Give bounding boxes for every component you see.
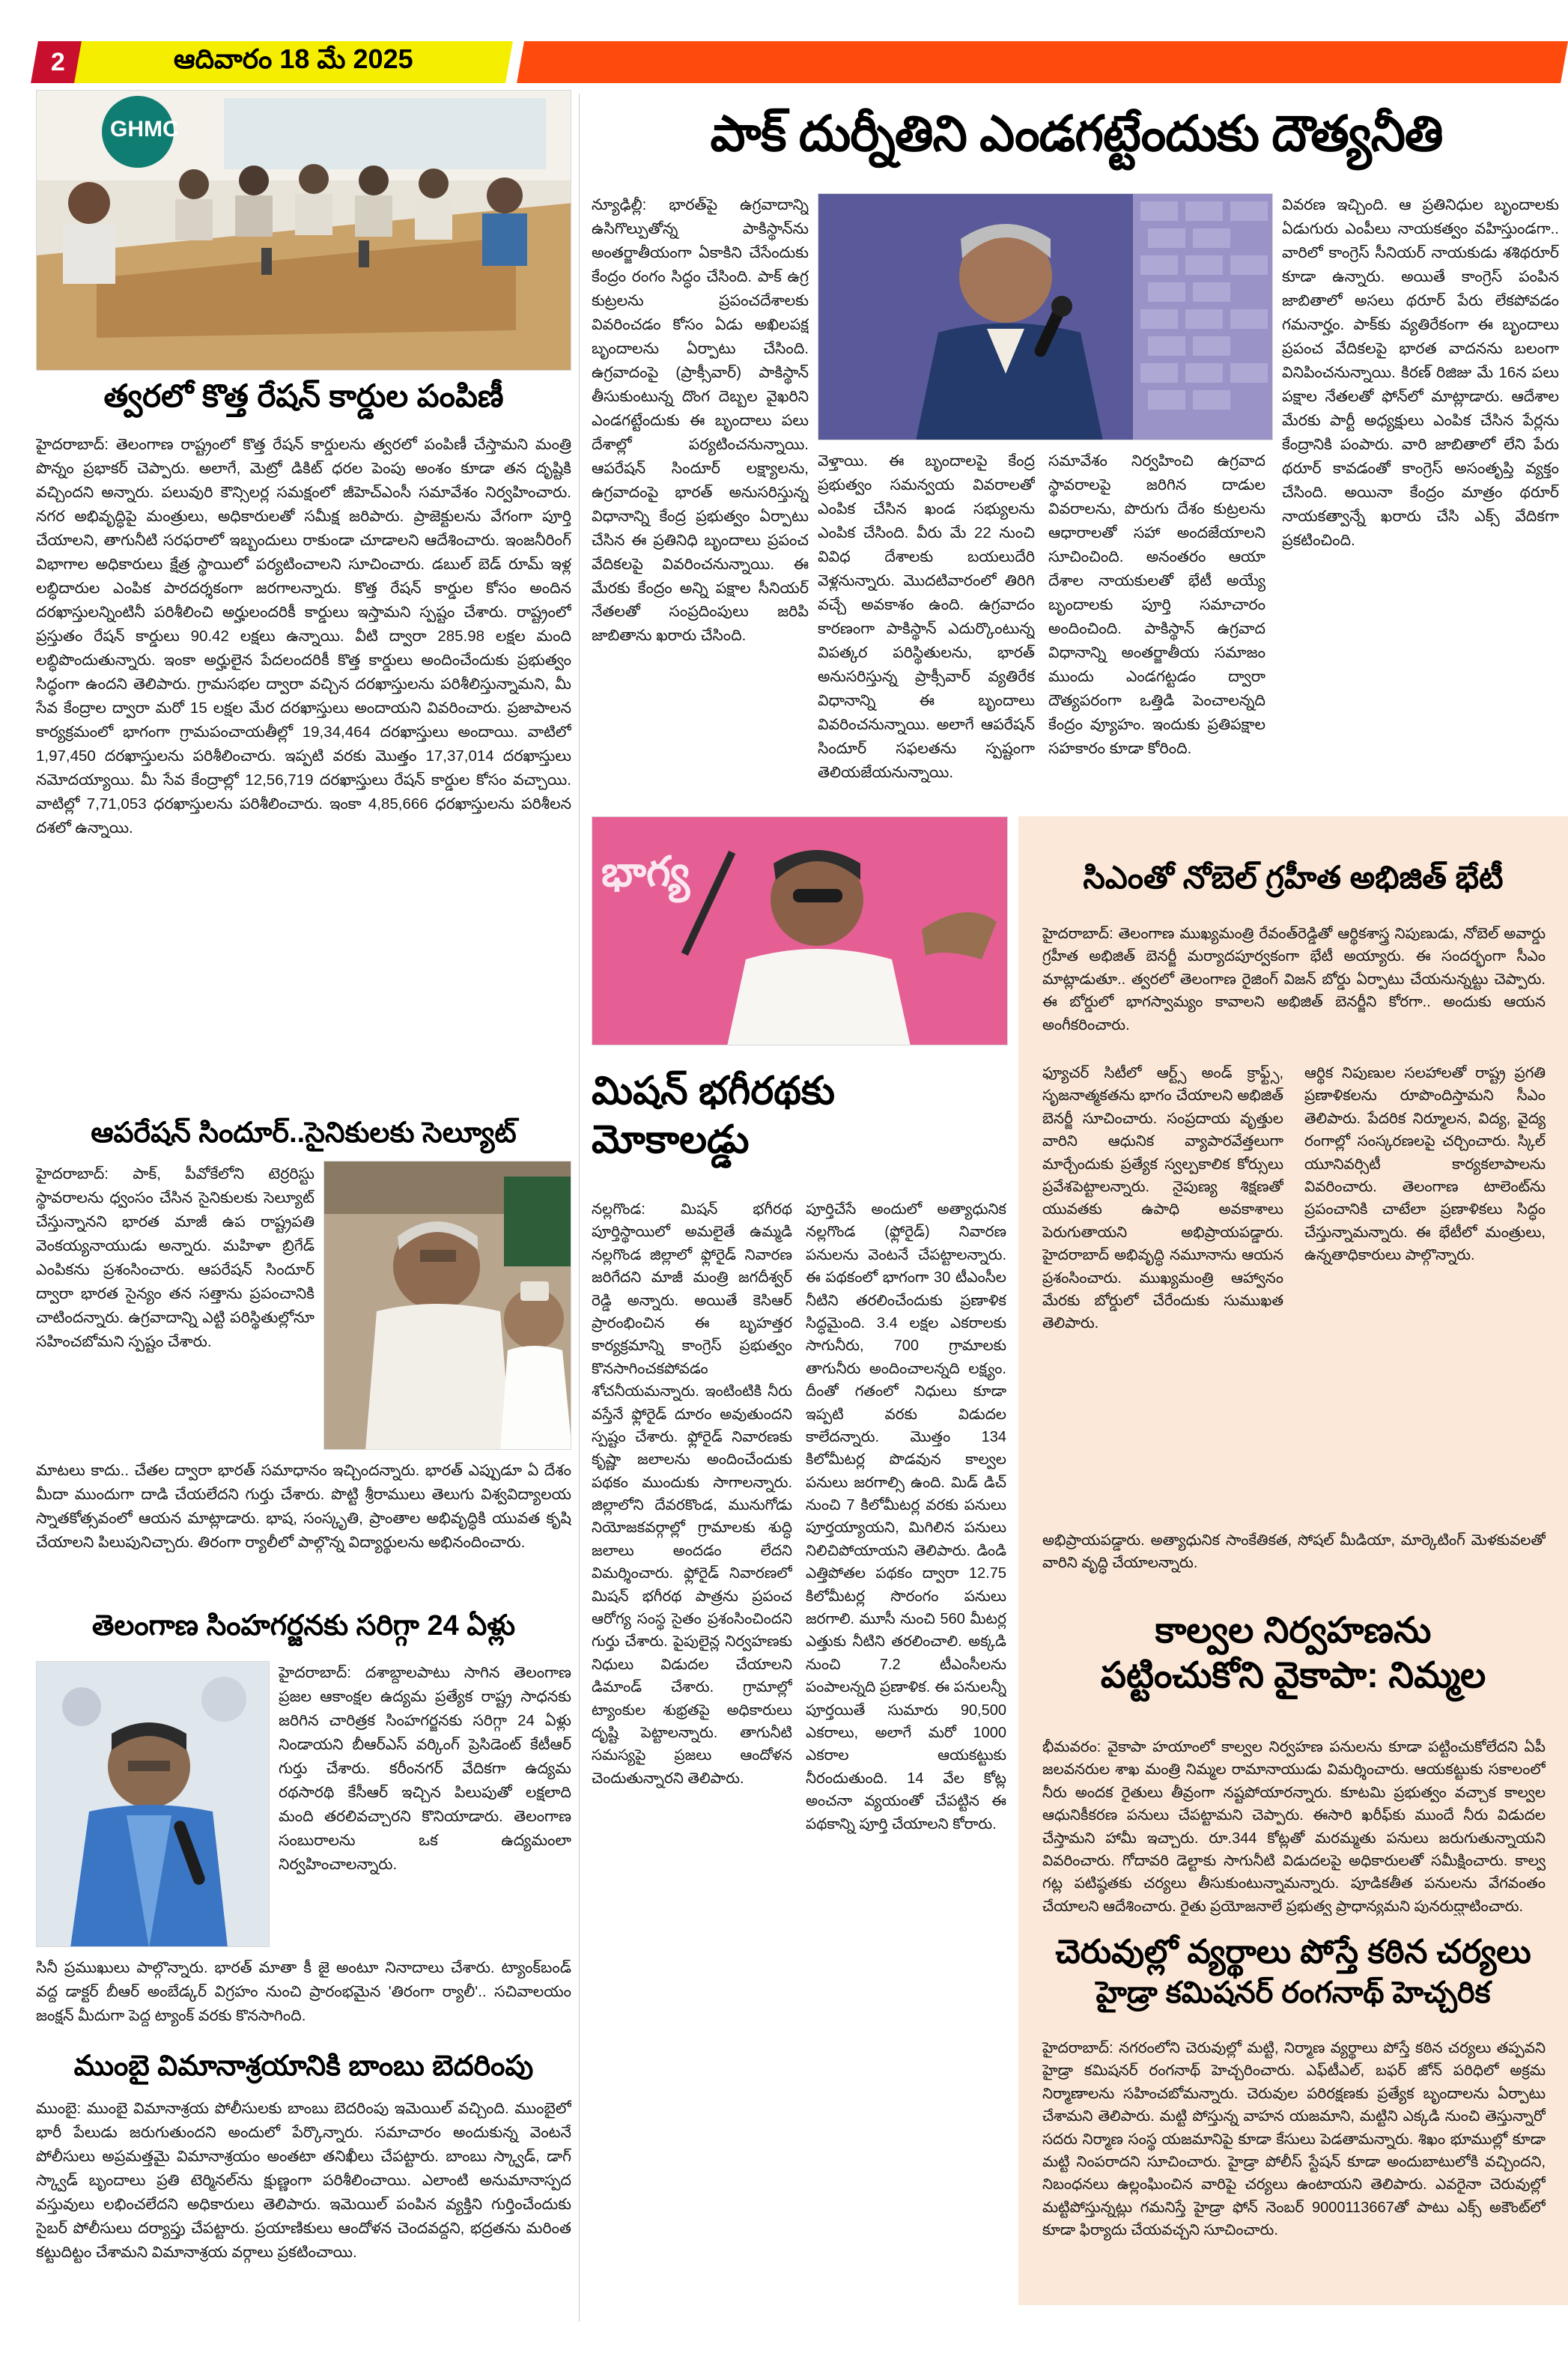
lead-headline: పాక్ దుర్నీతిని ఎండగట్టేందుకు దౌత్యనీతి bbox=[710, 106, 1443, 161]
photo-backdrop-text: భాగ్య bbox=[601, 848, 690, 895]
kalvala-body: భీమవరం: వైకాపా హయాంలో కాల్వల నిర్వహణ పనులను కూడా పట్టించుకోలేదని ఏపీ జలవనరుల శాఖ మంత్రి నిమ్మల రామానాయుడు విమర్శించారు. ఆయకట్టుకు సకాలంలో నీరు అందక రైతులు తీవ్రంగా నష్టపోయారన్నారు. కూటమి ప్రభుత్వం వచ్చాక కాల్వల ఆధునికీకరణ పనులు చేపట్టామని చెప్పారు. ఈసారి ఖరీఫ్‌కు ముందే నీరు విడుదల చేస్తామని హామీ ఇచ్చారు. రూ.344 కోట్లతో మరమ్మతు పనులు జరుగుతున్నాయని వివరించారు. గోదావరి డెల్టాకు సాగునీటి విడుదలపై అధికారులతో సమీక్షించారు. కాల్వ గట్ల పటిష్ఠతకు చర్యలు తీసుకుంటున్నామన్నారు. పూడికతీత పనులను వేగవంతం చేయాలని ఆదేశించారు. రైతు ప్రయోజనాలే ప్రభుత్వ ప్రాధాన్యమని పునరుద్ఘాటించారు. bbox=[1042, 1739, 1546, 1915]
lead-col4: వివరణ ఇచ్చింది. ఆ ప్రతినిధుల బృందాలకు ఏడుగురు ఎంపీలు నాయకత్వం వహిస్తుండగా.. వారిలో కాంగ్రెస్ సీనియర్ నాయకుడు శశిథరూర్ కూడా ఉన్నారు. అయితే కాంగ్రెస్ పంపిన జాబితాలో అసలు థరూర్ పేరు లేకపోవడం గమనార్హం. పాక్‌కు వ్యతిరేకంగా ఈ బృందాలు ప్రపంచ వేదికలపై భారత వాదనను బలంగా వినిపించనున్నాయి. కిరణ్ రిజిజు మే 16న పలు పక్షాల నేతలతో ఫోన్‌లో మాట్లాడారు. ఆదేశాల మేరకు పార్టీ అధ్యక్షులు ఎంపిక చేసిన పేర్లను కేంద్రానికి పంపారు. వారి జాబితాలో లేని పేరు థరూర్ కావడంతో కాంగ్రెస్ అసంతృప్తి వ్యక్తం చేసింది. అయినా కేంద్రం మాత్రం థరూర్ నాయకత్వాన్నే ఖరారు చేసి ఎక్స్ వేదికగా ప్రకటించింది. bbox=[1282, 196, 1559, 549]
abhijit-headline: సిఎంతో నోబెల్ గ్రహీత అభిజిత్ భేటీ bbox=[1083, 860, 1504, 895]
lead-col3: సమావేశం నిర్వహించి ఉగ్రవాద స్థావరాలపై జరిగిన దాడుల వివరాలను, పొరుగు దేశం కుట్రలను ఆధారాలతో సహా అందజేయాలని సూచించింది. అనంతరం ఆయా దేశాల నాయకులతో భేటీ అయ్యే బృందాలకు పూర్తి సమాచారం అందించింది. పాకిస్థాన్ ఉగ్రవాద విధానాన్ని అంతర్జాతీయ సమాజం ముందు ఎండగట్టడం ద్వారా దౌత్యపరంగా ఒత్తిడి పెంచాలన్నది కేంద్రం వ్యూహం. ఇందుకు ప్రతిపక్షాల సహకారం కూడా కోరింది. bbox=[1048, 452, 1265, 757]
mumbai-headline: ముంబై విమానాశ్రయానికి బాంబు బెదరింపు bbox=[73, 2050, 534, 2082]
bhagiratha-headline bbox=[592, 1067, 966, 1165]
ghmc-logo-text: GHMC bbox=[110, 117, 179, 142]
page-number: 2 bbox=[50, 47, 65, 76]
abhijit-col-left: ఫ్యూచర్ సిటీలో ఆర్ట్స్ అండ్ క్రాఫ్ట్స్, సృజనాత్మకతను భాగం చేయాలని అభిజిత్ బెనర్జీ సూచించారు. సంప్రదాయ వృత్తుల వారిని ఆధునిక వ్యాపారవేత్తలుగా మార్చేందుకు ప్రత్యేక స్వల్పకాలిక కోర్సులు ప్రవేశపెట్టాలన్నారు. నైపుణ్య శిక్షణతో యువతకు ఉపాధి అవకాశాలు పెరుగుతాయని అభిప్రాయపడ్డారు. హైదరాబాద్ అభివృద్ధి నమూనాను ఆయన ప్రశంసించారు. ముఖ్యమంత్రి ఆహ్వానం మేరకు బోర్డులో చేరేందుకు సుముఖత తెలిపారు. bbox=[1042, 1065, 1283, 1332]
ration-body: హైదరాబాద్: తెలంగాణ రాష్ట్రంలో కొత్త రేషన్ కార్డులను త్వరలో పంపిణీ చేస్తామని మంత్రి పొన్నం ప్రభాకర్ చెప్పారు. అలాగే, మెట్రో డికిట్ ధరల పెంపు అంశం కూడా తన దృష్టికి వచ్చిందని అన్నారు. పలువురి కౌన్సిలర్ల సమక్షంలో జీహెచ్ఎంసీ సమావేశం నిర్వహించారు. నగర అభివృద్ధిపై మంత్రులు, అధికారులతో సమీక్ష జరిపారు. ప్రాజెక్టులను వేగంగా పూర్తి చేయాలని, తాగునీటి సరఫరాలో ఇబ్బందులు రాకుండా చూడాలని ఆదేశించారు. ఇంజనీరింగ్ విభాగాల అధికారులు క్షేత్ర స్థాయిలో పర్యటించాలని సూచించారు. డబుల్ బెడ్ రూమ్ ఇళ్ల లబ్ధిదారుల ఎంపిక పారదర్శకంగా జరగాలన్నారు. కొత్త రేషన్ కార్డుల కోసం అందిన దరఖాస్తులన్నింటినీ పరిశీలించి అర్హులందరికీ కార్డులు ఇస్తామని స్పష్టం చేశారు. రాష్ట్రంలో ప్రస్తుతం రేషన్ కార్డులు 90.42 లక్షలు ఉన్నాయి. వీటి ద్వారా 285.98 లక్షల మంది లబ్ధిపొందుతున్నారు. ఇంకా అర్హులైన పేదలందరికీ కొత్త కార్డులు అందించేందుకు ప్రభుత్వం సిద్ధంగా ఉందని తెలిపారు. గ్రామసభల ద్వారా వచ్చిన దరఖాస్తులను పరిశీలిస్తున్నామని, మీ సేవ కేంద్రాల ద్వారా మరో 15 లక్షల మేర దరఖాస్తులు అందాయని వివరించారు. ప్రజాపాలన కార్యక్రమంలో భాగంగా గ్రామపంచాయతీల్లో 19,34,464 దరఖాస్తులు అందాయి. వాటిలో 1,97,450 దరఖాస్తులను పరిశీలించారు. ఇప్పటి వరకు మొత్తం 17,37,014 దరఖాస్తులు నమోదయ్యాయి. మీ సేవ కేంద్రాల్లో 12,56,719 దరఖాస్తులు రేషన్ కార్డుల కోసం వచ్చాయి. వాటిల్లో 7,71,053 ధరఖాస్తులను పరిశీలించారు. ఇంకా 4,85,666 ధరఖాస్తులను పరిశీలన దశలో ఉన్నాయి. bbox=[36, 436, 571, 837]
kalvala-headline-line1: కాల్వల నిర్వహణను bbox=[1155, 1611, 1432, 1651]
column-divider bbox=[579, 94, 580, 2322]
venkaiah-naidu-photo bbox=[323, 1161, 571, 1450]
ktr-body-cont: సినీ ప్రముఖులు పాల్గొన్నారు. భారత్ మాతా కీ జై అంటూ నినాదాలు చేశారు. ట్యాంక్‌బండ్ వద్ద డాక్టర్ బీఆర్ అంబేడ్కర్ విగ్రహం నుంచి ప్రారంభమైన 'తిరంగా ర్యాలీ'.. సచివాలయం జంక్షన్ మీదుగా పెద్ద ట్యాంక్ వరకు కొనసాగింది. bbox=[36, 1959, 571, 2024]
cheruvu-body: హైదరాబాద్: నగరంలోని చెరువుల్లో మట్టి, నిర్మాణ వ్యర్థాలు పోస్తే కఠిన చర్యలు తప్పవని హైడ్రా కమిషనర్ రంగనాథ్ హెచ్చరించారు. ఎఫ్‌టీఎల్, బఫర్ జోన్ పరిధిలో అక్రమ నిర్మాణాలను సహించబోమన్నారు. చెరువుల పరిరక్షణకు ప్రత్యేక బృందాలను ఏర్పాటు చేశామని తెలిపారు. మట్టి పోస్తున్న వాహన యజమాని, మట్టిని ఎక్కడి నుంచి తెస్తున్నారో సదరు నిర్మాణ సంస్థ యజమానిపై కూడా కేసులు పెడతామన్నారు. శిఖం భూముల్లో కూడా మట్టి నింపరాదని సూచించారు. హైడ్రా పోలీస్ స్టేషన్ కూడా అందుబాటులోకి వచ్చిందని, నిబంధనలు ఉల్లంఘించిన వారిపై చర్యలు ఉంటాయని తెలిపారు. ఎవరైనా చెరువుల్లో మట్టిపోస్తున్నట్లు గమనిస్తే హైడ్రా ఫోన్ నెంబర్ 9000113667తో పాటు ఎక్స్ అకౌంట్‌లో కూడా ఫిర్యాదు చేయవచ్చని సూచించారు. bbox=[1042, 2040, 1546, 2239]
ktr-headline: తెలంగాణ సింహగర్జనకు సరిగ్గా 24 ఏళ్లు bbox=[91, 1610, 516, 1642]
shashi-tharoor-illustration bbox=[818, 194, 1273, 440]
sindoor-body-cont: మాటలు కాదు.. చేతల ద్వారా భారత్ సమాధానం ఇచ్చిందన్నారు. భారత్ ఎప్పుడూ ఏ దేశం మీదా ముందుగా దాడి చేయలేదని గుర్తు చేశారు. పొట్టి శ్రీరాములు తెలుగు విశ్వవిద్యాలయ స్నాతకోత్సవంలో ఆయన మాట్లాడారు. భాష, సంస్కృతి, ప్రాంతాల అభివృద్ధికి యువత కృషి చేయాలని పిలుపునిచ్చారు. తిరంగా ర్యాలీలో పాల్గొన్న విద్యార్థులను అభినందించారు. bbox=[36, 1462, 571, 1551]
lead-col1: న్యూఢిల్లీ: భారత్‌పై ఉగ్రవాదాన్ని ఉసిగొల్పుతోన్న పాకిస్థాన్‌ను అంతర్జాతీయంగా ఏకాకిని చేసేందుకు కేంద్రం రంగం సిద్ధం చేసింది. పాక్ ఉగ్ర కుట్రలను ప్రపంచదేశాలకు వివరించడం కోసం ఏడు అఖిలపక్ష బృందాలను ఏర్పాటు చేసింది. ఉగ్రవాదంపై (ప్రాక్సీవార్) పాకిస్థాన్ తీసుకుంటున్న దొంగ దెబ్బల వైఖరిని ఎండగట్టేందుకు ఈ బృందాలు పలు దేశాల్లో పర్యటించనున్నాయి. ఆపరేషన్ సిందూర్ లక్ష్యాలను, ఉగ్రవాదంపై భారత్ అనుసరిస్తున్న విధానాన్ని కేంద్ర ప్రభుత్వం ఏర్పాటు చేసిన ఈ ప్రతినిధి బృందాలు ప్రపంచ వేదికలపై వివరించనున్నాయి. ఈ మేరకు కేంద్రం అన్ని పక్షాల సీనియర్ నేతలతో సంప్రదింపులు జరిపి జాబితాను ఖరారు చేసింది. bbox=[592, 196, 809, 645]
shashi-tharoor-photo bbox=[818, 193, 1273, 440]
date-text: ఆదివారం 18 మే 2025 bbox=[174, 43, 413, 74]
bhagiratha-headline-line2: మోకాలడ్డు bbox=[592, 1118, 750, 1162]
date-bar bbox=[74, 41, 513, 83]
mumbai-body: ముంబై: ముంబై విమానాశ్రయ పోలీసులకు బాంబు బెదరింపు ఇమెయిల్ వచ్చింది. ముంబైలో భారీ పేలుడు జరుగుతుందని అందులో పేర్కొన్నారు. సమాచారం అందుకున్న వెంటనే పోలీసులు అప్రమత్తమై విమానాశ్రయం అంతటా తనిఖీలు చేపట్టారు. బాంబు స్క్వాడ్, డాగ్ స్క్వాడ్ బృందాలు ప్రతి టెర్మినల్‌ను క్షుణ్ణంగా పరిశీలించాయి. ఎలాంటి అనుమానాస్పద వస్తువులు లభించలేదని అధికారులు తెలిపారు. ఇమెయిల్ పంపిన వ్యక్తిని గుర్తించేందుకు సైబర్ పోలీసులు దర్యాప్తు చేపట్టారు. ప్రయాణికులు ఆందోళన చెందవద్దని, భద్రతను మరింత కట్టుదిట్టం చేశామని విమానాశ్రయ వర్గాలు ప్రకటించాయి. bbox=[36, 2100, 571, 2261]
ghmc-meeting-photo bbox=[36, 90, 571, 371]
abhijit-para1: హైదరాబాద్: తెలంగాణ ముఖ్యమంత్రి రేవంత్‌రెడ్డితో ఆర్థికశాస్త్ర నిపుణుడు, నోబెల్ అవార్డు గ్రహీత అభిజిత్ బెనర్జీ మర్యాదపూర్వకంగా భేటీ అయ్యారు. ఈ సందర్భంగా సీఎం మాట్లాడుతూ.. త్వరలో తెలంగాణ రైజింగ్ విజన్ బోర్డు ఏర్పాటు చేయనున్నట్టు చెప్పారు. ఈ బోర్డులో భాగస్వామ్యం కావాలని అభిజిత్ బెనర్జీని కోరగా.. అందుకు ఆయన అంగీకరించారు. bbox=[1042, 926, 1546, 1033]
ktr-illustration bbox=[37, 1662, 270, 1947]
cheruvu-headline bbox=[1033, 1931, 1553, 2012]
lead-col2: వెళ్తాయి. ఈ బృందాలపై కేంద్ర ప్రభుత్వం సమన్వయ వివరాలతో ఎంపిక చేసిన ఖండ సభ్యులను ఎంపిక చేసింది. వీరు మే 22 నుంచి వివిధ దేశాలకు బయలుదేరి వెళ్లనున్నారు. మొదటివారంలో తిరిగి వచ్చే అవకాశం ఉంది. ఉగ్రవాదం కారణంగా పాకిస్థాన్ ఎదుర్కొంటున్న విపత్కర పరిస్థితులను, భారత్ అనుసరిస్తున్న ప్రాక్సీవార్ వ్యతిరేక విధానాన్ని ఈ బృందాలు వివరించనున్నాయి. అలాగే ఆపరేషన్ సిందూర్ సఫలతను స్పష్టంగా తెలియజేయనున్నాయి. bbox=[818, 452, 1035, 781]
cheruvu-headline-line1: చెరువుల్లో వ్యర్థాలు పోస్తే కఠిన చర్యలు bbox=[1055, 1934, 1531, 1970]
ration-headline: త్వరలో కొత్త రేషన్ కార్డుల పంపిణీ bbox=[103, 378, 504, 413]
sindoor-body-left: హైదరాబాద్: పాక్, పీవోకేలోని టెర్రరిస్టు స్థావరాలను ధ్వంసం చేసిన సైనికులకు సెల్యూట్ చేస్తున్నానని భారత మాజీ ఉప రాష్ట్రపతి వెంకయ్యనాయుడు అన్నారు. మహిళా బ్రిగేడ్ ఎంపికను ప్రశంసించారు. ఆపరేషన్ సిందూర్ ద్వారా భారత సైన్యం తన సత్తాను ప్రపంచానికి చాటిందన్నారు. ఉగ్రవాదాన్ని ఎట్టి పరిస్థితుల్లోనూ సహించబోమని స్పష్టం చేశారు. bbox=[36, 1165, 314, 1350]
kalvala-headline-line2: పట్టించుకోని వైకాపా: నిమ్మల bbox=[1100, 1656, 1486, 1695]
bhagiratha-headline-line1: మిషన్ భగీరథకు bbox=[592, 1069, 836, 1113]
abhijit-col-right: ఆర్థిక నిపుణుల సలహాలతో రాష్ట్ర ప్రగతి ప్రణాళికలను రూపొందిస్తామని సీఎం తెలిపారు. పేదరిక నిర్మూలన, విద్య, వైద్య రంగాల్లో సంస్కరణలపై చర్చించారు. స్కిల్ యూనివర్సిటీ కార్యకలాపాలను వివరించారు. తెలంగాణ టాలెంట్‌ను ప్రపంచానికి చాటేలా ప్రణాళికలు సిద్ధం చేస్తున్నామన్నారు. ఈ భేటీలో మంత్రులు, ఉన్నతాధికారులు పాల్గొన్నారు. bbox=[1304, 1065, 1546, 1264]
sindoor-headline: ఆపరేషన్ సిందూర్..సైనికులకు సెల్యూట్ bbox=[91, 1117, 517, 1149]
bhagiratha-col1: నల్లగొండ: మిషన్ భగీరథ పూర్తిస్థాయిలో అమలైతే ఉమ్మడి నల్లగొండ జిల్లాలో ఫ్లోరైడ్ నివారణ జరిగేదని మాజీ మంత్రి జగదీశ్వర్ రెడ్డి అన్నారు. అయితే కెసిఆర్ ప్రారంభించిన ఈ బృహత్తర కార్యక్రమాన్ని కాంగ్రెస్ ప్రభుత్వం కొనసాగించకపోవడం శోచనీయమన్నారు. ఇంటింటికి నీరు వస్తేనే ఫ్లోరైడ్ దూరం అవుతుందని స్పష్టం చేశారు. ఫ్లోరైడ్ నివారణకు కృష్ణా జలాలను అందించేందుకు పథకం ముందుకు సాగాలన్నారు. జిల్లాలోని దేవరకొండ, మునుగోడు నియోజకవర్గాల్లో గ్రామాలకు శుద్ధి జలాలు అందడం లేదని విమర్శించారు. ఫ్లోరైడ్ నివారణలో మిషన్ భగీరథ పాత్రను ప్రపంచ ఆరోగ్య సంస్థ సైతం ప్రశంసించిందని గుర్తు చేశారు. పైపులైన్ల నిర్వహణకు నిధులు విడుదల చేయాలని డిమాండ్ చేశారు. గ్రామాల్లో ట్యాంకుల శుభ్రతపై అధికారులు దృష్టి పెట్టాలన్నారు. తాగునీటి సమస్యపై ప్రజలు ఆందోళన చెందుతున్నారని తెలిపారు. bbox=[592, 1201, 792, 1787]
jagadish-reddy-photo bbox=[592, 816, 1008, 1045]
header-orange-strip bbox=[517, 41, 1568, 83]
kalvala-headline bbox=[1033, 1609, 1553, 1698]
ktr-photo bbox=[36, 1661, 270, 1947]
bhagiratha-col2: పూర్తిచేసే అందులో అత్యాధునిక నల్లగొండ (ఫ్లోరైడ్) నివారణ పనులను వెంటనే చేపట్టాలన్నారు. ఈ పథకంలో భాగంగా 30 టీఎంసీల నీటిని తరలించేందుకు ప్రణాళిక సిద్ధమైంది. 3.4 లక్షల ఎకరాలకు సాగునీరు, 700 గ్రామాలకు తాగునీరు అందించాలన్నది లక్ష్యం. దీంతో గతంలో నిధులు కూడా ఇప్పటి వరకు విడుదల కాలేదన్నారు. మొత్తం 134 కిలోమీటర్ల పొడవున కాల్వల పనులు జరగాల్సి ఉంది. మిడ్ డిచ్ నుంచి 7 కిలోమీటర్ల వరకు పనులు పూర్తయ్యాయని, మిగిలిన పనులు నిలిచిపోయాయని తెలిపారు. డిండి ఎత్తిపోతల పథకం ద్వారా 12.75 కిలోమీటర్ల సొరంగం పనులు జరగాలి. మూసీ నుంచి 560 మీటర్ల ఎత్తుకు నీటిని తరలించాలి. అక్కడి నుంచి 7.2 టీఎంసీలను పంపాలన్నది ప్రణాళిక. ఈ పనులన్నీ పూర్తయితే సుమారు 90,500 ఎకరాలు, అలాగే మరో 1000 ఎకరాల ఆయకట్టుకు నీరందుతుంది. 14 వేల కోట్ల అంచనా వ్యయంతో చేపట్టిన ఈ పథకాన్ని పూర్తి చేయాలని కోరారు. bbox=[806, 1201, 1006, 1833]
cheruvu-headline-line2: హైడ్రా కమిషనర్ రంగనాథ్ హెచ్చరిక bbox=[1096, 1976, 1491, 2010]
abhijit-closing: అభిప్రాయపడ్డారు. అత్యాధునిక సాంకేతికత, సోషల్ మీడియా, మార్కెటింగ్ మెళకువలతో వారిని వృద్ధి చేయాలన్నారు. bbox=[1042, 1532, 1546, 1572]
ktr-body-right: హైదరాబాద్: దశాబ్దాలపాటు సాగిన తెలంగాణ ప్రజల ఆకాంక్షల ఉద్యమ ప్రత్యేక రాష్ట్ర సాధనకు జరిగిన చారిత్రక సింహగర్జనకు సరిగ్గా 24 ఏళ్లు నిండాయని బీఆర్ఎస్ వర్కింగ్ ప్రెసిడెంట్ కేటీఆర్ గుర్తు చేశారు. కరీంనగర్ వేదికగా ఉద్యమ రథసారథి కేసీఆర్ ఇచ్చిన పిలుపుతో లక్షలాది మంది తరలివచ్చారని కొనియాడారు. తెలంగాణ సంబురాలను ఒక ఉద్యమంలా నిర్వహించాలన్నారు. bbox=[279, 1664, 571, 1873]
venkaiah-naidu-illustration bbox=[324, 1162, 571, 1450]
